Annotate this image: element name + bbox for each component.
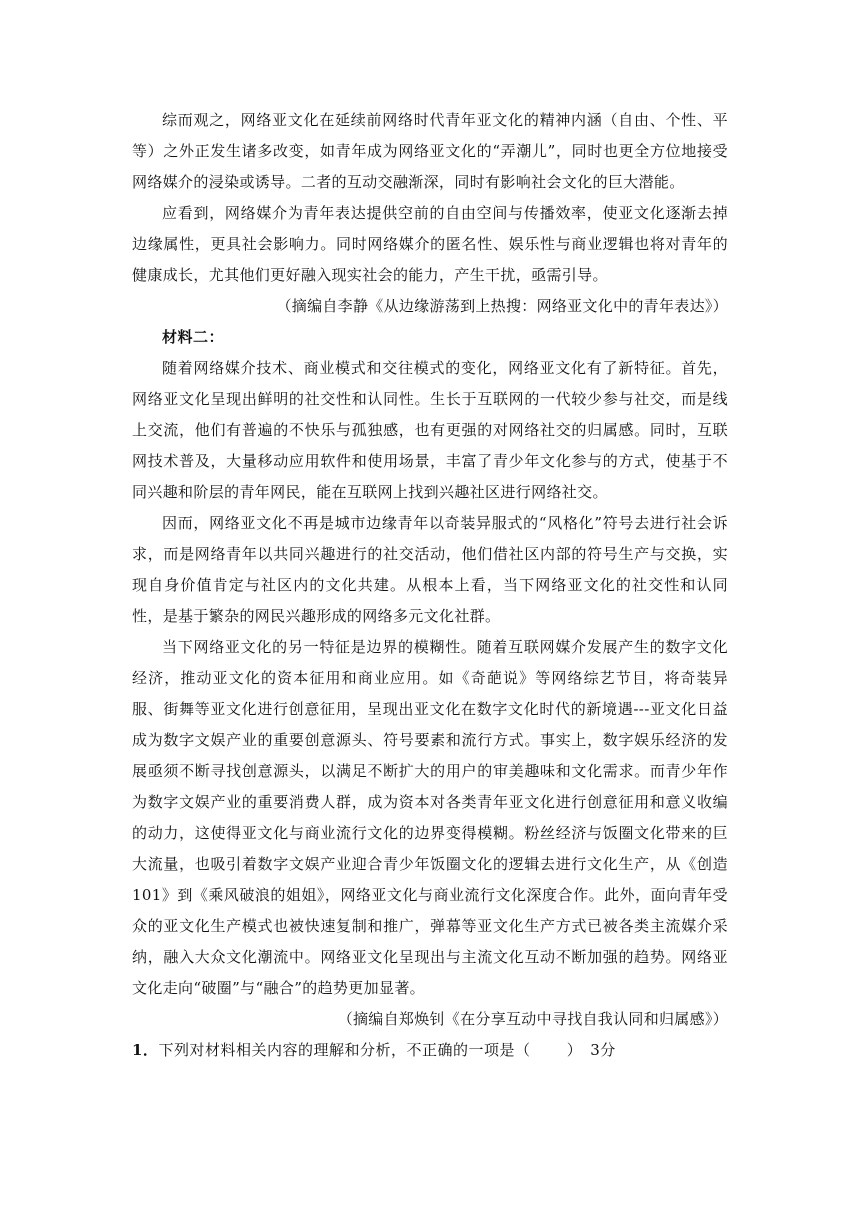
paragraph-social-identity: 因而，网络亚文化不再是城市边缘青年以奇装异服式的“风格化”符号去进行社会诉求，而是网络青年以共同兴趣进行的社交活动，他们借社区内部的符号生产与交换，实现自身价值肯定与社区内的文化共建。从根本上看，当下网络亚文化的社交性和认同性，是基于繁杂的网民兴趣形成的网络多元文化社群。: [132, 514, 728, 625]
paragraph-new-features: 随着网络媒介技术、商业模式和交往模式的变化，网络亚文化有了新特征。首先，网络亚文化呈现出鲜明的社交性和认同性。生长于互联网的一代较少参与社交，而是线上交流，他们有普遍的不快乐与孤独感，也有更强的对网络社交的归属感。同时，互联网技术普及，大量移动应用软件和使用场景，丰富了青少年文化参与的方式，使基于不同兴趣和阶层的青年网民，能在互联网上找到兴趣社区进行网络社交。: [132, 359, 728, 501]
question-number: 1．: [132, 1041, 159, 1059]
source-citation-1: （摘编自李静《从边缘游荡到上热搜：网络亚文化中的青年表达》）: [276, 297, 728, 315]
paragraph-media-influence: 应看到，网络媒介为青年表达提供空前的自由空间与传播效率，使亚文化逐渐去掉边缘属性，更具社会影响力。同时网络媒介的匿名性、娱乐性与商业逻辑也将对青年的健康成长，尤其他们更好融入现实社会的能力，产生干扰，亟需引导。: [132, 204, 728, 284]
question-text: 下列对材料相关内容的理解和分析，不正确的一项是（ ） 3分: [158, 1041, 616, 1059]
document-page: [132, 105, 728, 1066]
source-citation-2: （摘编自郑焕钊《在分享互动中寻找自我认同和归属感》）: [337, 1010, 728, 1028]
question-1: [132, 1035, 728, 1066]
paragraph-boundary-blur: 当下网络亚文化的另一特征是边界的模糊性。随着互联网媒介发展产生的数字文化经济，推动亚文化的资本征用和商业应用。如《奇葩说》等网络综艺节目，将奇装异服、街舞等亚文化进行创意征用，呈现出亚文化在数字文化时代的新境遇---亚文化日益成为数字文娱产业的重要创意源头、符号要素和流行方式。事实上，数字娱乐经济的发展亟须不断寻找创意源头，以满足不断扩大的用户的审美趣味和文化需求。而青少年作为数字文娱产业的重要消费人群，成为资本对各类青年亚文化进行创意征用和意义收编的动力，这使得亚文化与商业流行文化的边界变得模糊。粉丝经济与饭圈文化带来的巨大流量，也吸引着数字文娱产业迎合青少年饭圈文化的逻辑去进行文化生产，从《创造101》到《乘风破浪的姐姐》，网络亚文化与商业流行文化深度合作。此外，面向青年受众的亚文化生产模式也被快速复制和推广，弹幕等亚文化生产方式已被各类主流媒介采纳，融入大众文化潮流中。网络亚文化呈现出与主流文化互动不断加强的趋势。网络亚文化走向“破圈”与“融合”的趋势更加显著。: [132, 638, 728, 997]
material-2-heading: 材料二：: [162, 328, 225, 346]
paragraph-summary: 综而观之，网络亚文化在延续前网络时代青年亚文化的精神内涵（自由、个性、平等）之外正发生诸多改变，如青年成为网络亚文化的“弄潮儿”，同时也更全方位地接受网络媒介的浸染或诱导。二者的互动交融渐深，同时有影响社会文化的巨大潜能。: [132, 111, 728, 191]
